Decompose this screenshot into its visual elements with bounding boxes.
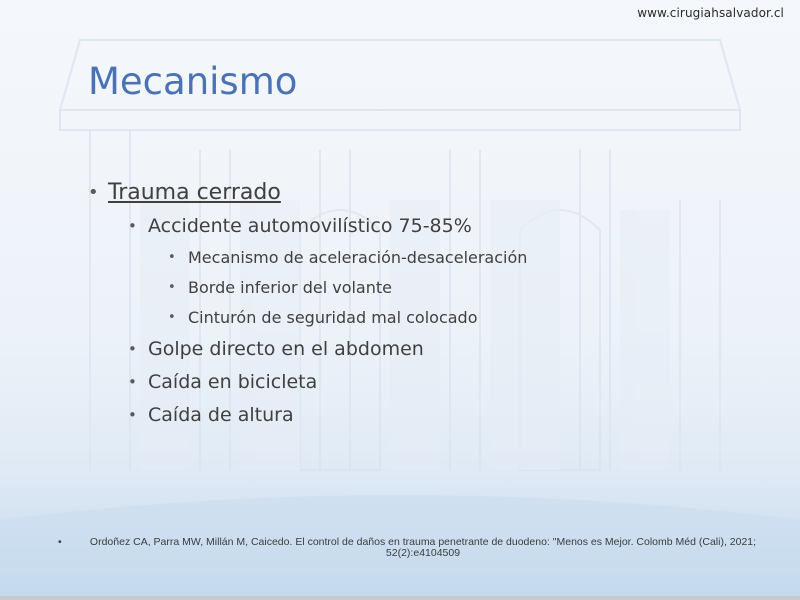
- website-url: www.cirugiahsalvador.cl: [637, 6, 784, 20]
- bullet-icon: •: [88, 182, 99, 203]
- bullet-golpe: [88, 333, 748, 366]
- bullet-icon: •: [168, 280, 176, 295]
- bullet-icon: •: [168, 310, 176, 325]
- footnote-reference: [58, 537, 768, 559]
- bottom-divider: [0, 596, 800, 600]
- bullet-accidente: [88, 210, 748, 243]
- bullet-trauma-cerrado: [88, 176, 748, 210]
- bullet-icon: •: [58, 536, 62, 548]
- bullet-altura: [88, 399, 748, 432]
- bullet-bicicleta: [88, 366, 748, 399]
- bullet-text: Trauma cerrado: [108, 180, 281, 205]
- bullet-icon: •: [128, 340, 137, 358]
- bullet-text: Accidente automovilístico 75-85%: [148, 215, 472, 237]
- footnote-text: Ordoñez CA, Parra MW, Millán M, Caicedo. El control de daños en trauma penetrante de duodeno: "Menos es Mejor. Colomb Méd (Cali), 2021; 52(2):e4104509: [89, 536, 757, 559]
- bullet-icon: •: [128, 406, 137, 424]
- slide-title: Mecanismo: [88, 60, 298, 103]
- bullet-text: Cinturón de seguridad mal colocado: [188, 308, 478, 327]
- bullet-icon: •: [128, 217, 137, 235]
- bullet-cinturon: [88, 303, 748, 333]
- bullet-icon: •: [128, 373, 137, 391]
- bullet-text: Caída de altura: [148, 404, 294, 426]
- bullet-text: Borde inferior del volante: [188, 278, 392, 297]
- bullet-text: Caída en bicicleta: [148, 371, 318, 393]
- bullet-text: Golpe directo en el abdomen: [148, 338, 424, 360]
- bullet-borde: [88, 273, 748, 303]
- bullet-icon: •: [168, 250, 176, 265]
- bullet-text: Mecanismo de aceleración-desaceleración: [188, 248, 528, 267]
- bullet-list: [88, 176, 748, 432]
- bullet-mecanismo: [88, 243, 748, 273]
